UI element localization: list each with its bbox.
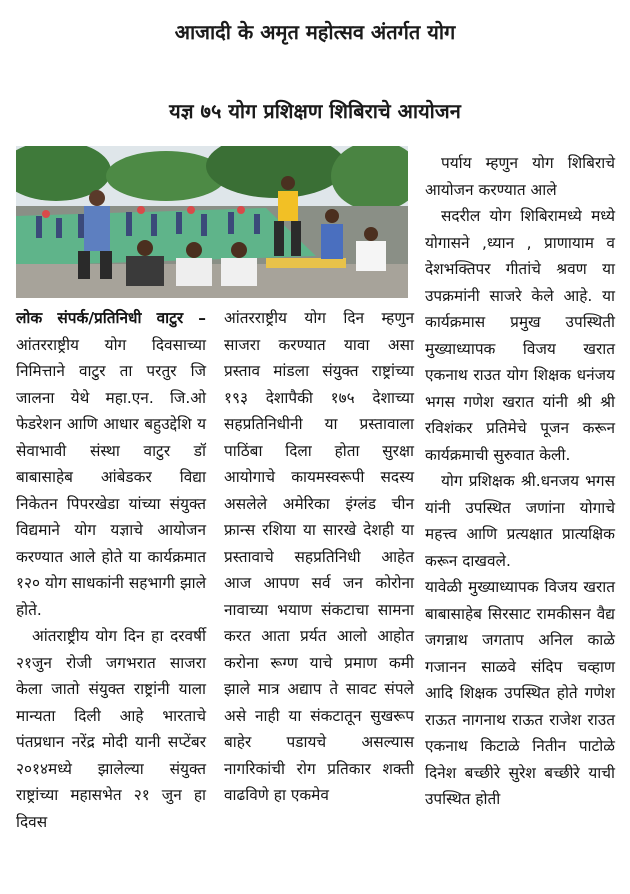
headline-line-2: यज्ञ ७५ योग प्रशिक्षण शिबिराचे आयोजन [169,99,461,123]
article-column-2 [224,305,414,809]
paragraph: यावेळी मुख्याध्यापक विजय खरात बाबासाहेब सिरसाट रामकीसन वैद्य जगन्नाथ जगताप अनिल काळे गजानन साळवे संदिप चव्हाण आदि शिक्षक उपस्थित होते गणेश राऊत नागनाथ राऊत राजेश राउत एकनाथ किटाळे नितीन पाटोळे दिनेश बच्छीरे सुरेश बच्छीरे याची उपस्थित होती [425,578,615,808]
paragraph: आंतराष्ट्रीय योग दिन हा दरवर्षी २१जुन रोजी जगभरात साजरा केला जातो संयुक्त राष्ट्रांनी याला मान्यता दिली आहे भारताचे पंतप्रधान नरेंद्र मोदी यानी सप्टेंबर २०१४मध्ये झालेल्या संयुक्त राष्ट्रांच्या महासभेत २१ जुन हा दिवस [16,627,206,831]
paragraph: योग प्रशिक्षक श्री.धनजय भगस यांनी उपस्थित जणांना योगाचे महत्त्व आणि प्रत्यक्षात प्रात्यक्षिक करून दाखवले. [425,472,615,570]
byline: लोक संपर्क/प्रतिनिधी वाटुर – [16,309,206,327]
paragraph: सदरील योग शिबिरामध्ये मध्ये योगासने ,ध्यान , प्राणायाम व देशभक्तिपर गीतांचे श्रवण या उपक्रमांनी साजरे केले आहे. या कार्यक्रमास प्रमुख उपस्थिती मुख्याध्यापक विजय खरात एकनाथ राउत योग शिक्षक धनंजय भगस गणेश खरात यांनी श्री श्री रविशंकर प्रतिमेचे पूजन करून कार्यक्रमाची सुरुवात केली. [425,207,615,464]
paragraph: पर्याय म्हणुन योग शिबिराचे आयोजन करण्यात आले [425,154,615,199]
article-column-3 [425,150,615,813]
article-column-1 [16,305,206,835]
paragraph: आंतरराष्ट्रीय योग दिन म्हणुन साजरा करण्यात यावा असा प्रस्ताव मांडला संयुक्त राष्ट्रांच्या १९३ देशापैकी १७५ देशाच्या सहप्रतिनिधीनी या प्रस्तावाला पाठिंबा दिला होता सुरक्षा आयोगाचे कायमस्वरूपी सदस्य असलेले अमेरिका इंग्लंड चीन फ्रान्स रशिया या सारखे देशही या प्रस्तावाचे सहप्रतिनिधी आहेत आज आपण सर्व जन कोरोना नावाच्या भयाण संकटाचा सामना करत आता प्रर्यत आलो आहोत करोना रूग्ण याचे प्रमाण कमी झाले मात्र अद्याप ते सावट संपले असे नाही या संकटातून सुखरूप बाहेर पडायचे असल्यास नागरिकांची रोग प्रतिकार शक्ती वाढविणे हा एकमेव [224,309,414,804]
yoga-event-photo [16,146,408,298]
paragraph: आंतरराष्ट्रीय योग दिवसाच्या निमित्ताने वाटुर ता परतुर जि जालना येथे महा.एन. जि.ओ फेडरेशन आणि आधार बहुउद्देशि य सेवाभावी संस्था वाटुर डॉ बाबासाहेब आंबेडकर विद्या निकेतन पिपरखेडा यांच्या संयुक्त विद्यमाने योग यज्ञाचे आयोजन करण्यात आले होते या कार्यक्रमात १२० योग साधकांनी सहभागी झाले होते. [16,335,206,619]
headline-line-1: आजादी के अमृत महोत्सव अंतर्गत योग [174,20,456,44]
